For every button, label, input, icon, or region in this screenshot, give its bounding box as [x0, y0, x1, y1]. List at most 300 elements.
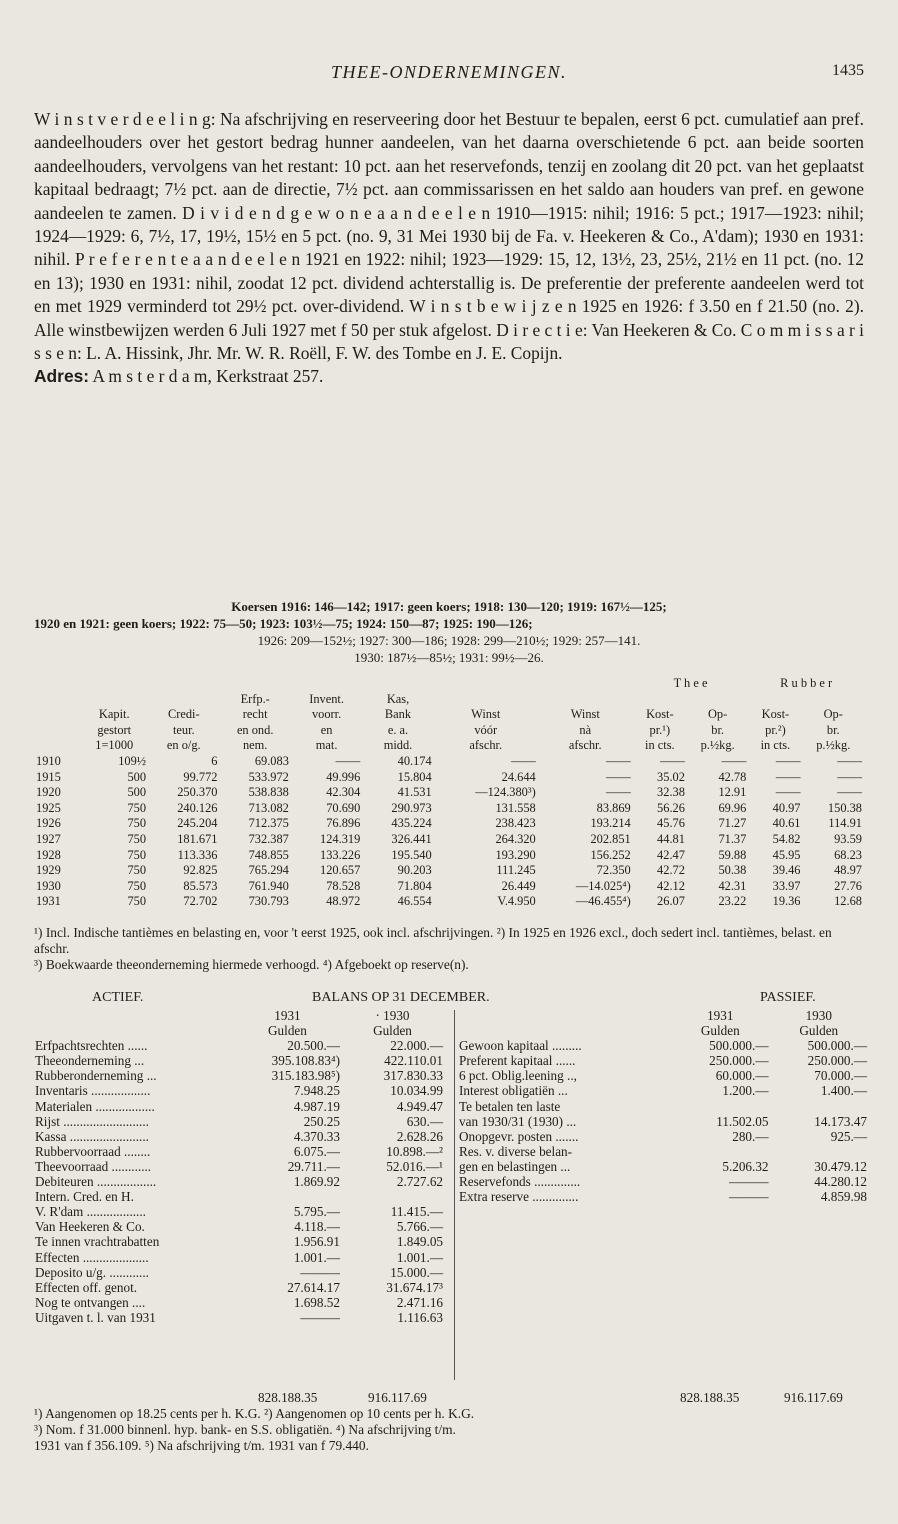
label-dividend: D i v i d e n d g e w o n e a a n d e e l e n	[182, 202, 491, 223]
balance-item-label: Rijst ..........................	[35, 1113, 149, 1129]
balance-item-value: 31.674.17³	[386, 1279, 443, 1295]
list-item	[458, 1144, 868, 1159]
balance-item-label: Te innen vrachtrabatten	[35, 1234, 160, 1250]
balance-item-label: Erfpachtsrechten ......	[35, 1038, 148, 1054]
column-header: Winst	[471, 707, 501, 722]
column-header: Kost-	[761, 707, 790, 722]
table-cell: ——	[775, 785, 801, 800]
table-cell: V.4.950	[497, 894, 536, 909]
list-item	[34, 1310, 444, 1325]
balance-item-value: ———	[300, 1264, 340, 1280]
balance-item-label: Debiteuren ..................	[35, 1174, 157, 1190]
balance-item-value: 1.849.05	[396, 1234, 443, 1250]
balance-item-value: 4.949.47	[396, 1098, 443, 1114]
column-header: en ond.	[236, 722, 274, 737]
table-cell: 150.38	[827, 800, 862, 815]
balance-item-value	[671, 1099, 769, 1114]
balance-item-label: Inventaris ..................	[35, 1083, 151, 1099]
table-cell: 133.226	[320, 847, 361, 862]
balance-item-label: Effecten ....................	[35, 1249, 149, 1265]
table-cell: 69.96	[718, 800, 747, 815]
column-header: en o/g.	[166, 738, 201, 753]
column-header: br.	[826, 722, 840, 737]
actief-unit-row	[34, 1023, 444, 1038]
paragraph-winstverdeeling	[34, 108, 864, 365]
balance-item-value: 5.795.—	[293, 1204, 340, 1220]
table-cell: 750	[127, 847, 147, 862]
column-header: nem.	[242, 738, 268, 753]
table-cell: 72.350	[596, 863, 631, 878]
balance-item-label: gen en belastingen ...	[459, 1158, 571, 1174]
balance-item-value: 4.118.—	[294, 1219, 340, 1235]
balance-item-value: 1.001.—	[293, 1249, 340, 1265]
table-cell: 49.996	[326, 769, 361, 784]
table-cell: ——	[335, 753, 361, 768]
year-1930: · 1930	[375, 1008, 410, 1023]
balance-item-value: ———	[728, 1174, 769, 1190]
balance-item-value: 280.—	[732, 1128, 769, 1144]
table-cell: 19.36	[772, 894, 801, 909]
table-cell: 72.702	[183, 894, 218, 909]
table-cell: 193.290	[495, 847, 536, 862]
balance-item-label: Rubbervoorraad ........	[35, 1143, 151, 1159]
balance-item-value: 250.000.—	[807, 1053, 867, 1069]
list-item	[458, 1083, 868, 1098]
balance-item-label: Theeonderneming ...	[35, 1053, 145, 1069]
balance-item-value: 4.987.19	[293, 1098, 340, 1114]
row-year: 1929	[36, 863, 61, 878]
list-item	[34, 1174, 444, 1189]
stats-header-row	[34, 707, 864, 723]
list-item	[34, 1099, 444, 1114]
stats-header-row	[34, 692, 864, 708]
koersen-line-2: 1920 en 1921: geen koers; 1922: 75—50; 1923: 103½—75; 1924: 150—87; 1925: 190—126;	[34, 616, 533, 631]
column-header: Credi-	[167, 707, 200, 722]
text-directie: : Van Heekeren & Co.	[582, 319, 741, 340]
column-header: in cts.	[645, 738, 675, 753]
table-cell: 42.72	[657, 863, 685, 878]
stats-header-row	[34, 738, 864, 754]
passief-label: PASSIEF.	[760, 990, 816, 1005]
table-cell: 245.204	[177, 816, 218, 831]
adres-city: A m s t e r d a m,	[92, 366, 212, 387]
balance-passief-table	[458, 1008, 868, 1204]
balance-item-label: Deposito u/g. ............	[35, 1264, 149, 1280]
balance-item-value: 22.000.—	[390, 1038, 443, 1054]
column-header: e. a.	[387, 722, 409, 737]
actief-body	[34, 1038, 444, 1325]
column-header: teur.	[172, 722, 195, 737]
balance-item-label: Theevoorraad ............	[35, 1158, 152, 1174]
table-cell: 27.76	[834, 878, 862, 893]
column-header: vóór	[474, 722, 498, 737]
table-cell: 240.126	[177, 800, 218, 815]
balance-item-label: Kassa ........................	[35, 1128, 149, 1144]
balance-item-value: 315.183.98⁵)	[271, 1068, 340, 1084]
label-commissarissen: C o m m i s s a r i s s e n	[34, 319, 865, 364]
balance-item-value: 1.400.—	[820, 1083, 867, 1099]
balance-item-value: 10.034.99	[390, 1083, 443, 1099]
table-cell: 90.203	[397, 863, 432, 878]
list-item	[458, 1189, 868, 1204]
balance-item-label: V. R'dam ..................	[35, 1204, 146, 1220]
text-commissarissen: : L. A. Hissink, Jhr. Mr. W. R. Roëll, F. W. des Tombe en J. E. Copijn.	[77, 343, 563, 364]
total-passief-1931: 828.188.35	[680, 1390, 740, 1405]
list-item	[34, 1144, 444, 1159]
table-cell: 45.95	[772, 847, 801, 862]
unit-gulden: Gulden	[268, 1023, 307, 1039]
balance-item-label: Interest obligatiën ...	[459, 1083, 568, 1099]
balance-item-value: 5.206.32	[722, 1158, 769, 1174]
text-winstbewijzen: 1925 en 1926: f 3.50 en f 21.50 (no. 2). Alle winstbewijzen werden 6 Juli 1927 met f 50 per stuk afgelost.	[34, 296, 864, 340]
table-cell: 435.224	[391, 816, 432, 831]
list-item	[458, 1068, 868, 1083]
balance-item-value: 11.502.05	[716, 1113, 769, 1129]
table-cell: 750	[127, 878, 147, 893]
row-year: 1910	[36, 753, 61, 768]
table-cell: 42.31	[718, 878, 747, 893]
balance-item-value: 500.000.—	[709, 1038, 769, 1054]
balance-item-value: 925.—	[830, 1128, 867, 1144]
total-actief-1931: 828.188.35	[258, 1390, 318, 1405]
column-header: in cts.	[760, 738, 791, 753]
column-header: p.½kg.	[700, 738, 735, 753]
balance-title: BALANS OP 31 DECEMBER.	[312, 990, 490, 1005]
table-cell: 712.375	[248, 816, 289, 831]
table-cell: 44.81	[657, 831, 685, 846]
column-header: afschr.	[469, 738, 503, 753]
label-preferente: P r e f e r e n t e a a n d e e l e n	[74, 249, 301, 270]
column-header: afschr.	[568, 738, 602, 753]
table-cell: 750	[127, 894, 147, 909]
table-cell: 48.972	[326, 894, 361, 909]
list-item	[34, 1265, 444, 1280]
balance-item-value: 14.173.47	[814, 1113, 867, 1129]
list-item	[458, 1114, 868, 1129]
year-1931: 1931	[274, 1008, 301, 1023]
table-cell: 120.657	[320, 863, 361, 878]
table-cell: 730.793	[248, 894, 289, 909]
balance-item-label: Effecten off. genot.	[35, 1279, 138, 1295]
column-header: Kost-	[646, 707, 674, 722]
table-cell: 68.23	[834, 847, 862, 862]
balance-item-value: 1.200.—	[722, 1083, 769, 1099]
balance-item-value: 20.500.—	[287, 1038, 340, 1054]
column-header	[538, 692, 633, 708]
row-year: 1915	[36, 769, 61, 784]
adres-label: Adres:	[34, 366, 90, 387]
balance-header	[34, 990, 864, 1008]
table-cell: 23.22	[718, 894, 747, 909]
balance-item-label: 6 pct. Oblig.leening ..,	[459, 1068, 577, 1084]
balance-footnote-3: 1931 van f 356.109. ⁵) Na afschrijving t/m. 1931 van f 79.440.	[34, 1438, 369, 1454]
balance-item-value: 4.370.33	[293, 1128, 340, 1144]
table-cell: 238.423	[495, 816, 536, 831]
column-header: pr.²)	[765, 722, 786, 737]
text-winstverdeeling: : Na afschrijving en reserveering door het Bestuur te bepalen, eerst 6 pct. cumulatief aan pref. aandeelhouders over het gestort bedrag hunner aandeelen, van het daarna overschietende 6 pct. aan beide soorten aandeelhouders, vervolgens van het restant: 10 pct. aan het reservefonds, tenzij en zoolang dit 20 pct. van het geplaatst kapitaal bedraagt; 7½ pct. aan de directie, 7½ pct. aan commissarissen en het saldo aan houders van pref. en gewone aandeelen te zamen.	[34, 109, 864, 223]
balance-item-label: Gewoon kapitaal .........	[459, 1038, 582, 1054]
statistics-table	[34, 676, 864, 910]
list-item	[458, 1038, 868, 1053]
table-cell: ——	[605, 769, 631, 784]
balance-item-value: 1.116.63	[397, 1309, 443, 1325]
balance-item-value: 4.859.98	[820, 1189, 867, 1205]
table-cell: 45.76	[657, 816, 685, 831]
table-cell: 533.972	[248, 769, 289, 784]
table-cell: 131.558	[495, 800, 536, 815]
balance-item-label: Res. v. diverse belan-	[459, 1143, 573, 1159]
balance-item-value: 15.000.—	[390, 1264, 443, 1280]
table-cell: 40.97	[772, 800, 801, 815]
row-year: 1920	[36, 785, 61, 800]
balance-item-value: 27.614.17	[287, 1279, 340, 1295]
table-cell: 750	[127, 816, 147, 831]
balance-item-label: Nog te ontvangen ....	[35, 1294, 146, 1310]
column-header: nà	[579, 722, 592, 737]
table-cell: 93.59	[834, 831, 862, 846]
balance-item-value: 5.766.—	[396, 1219, 443, 1235]
table-cell: 750	[127, 831, 147, 846]
balance-item-value: 7.948.25	[293, 1083, 340, 1099]
balance-item-value: 500.000.—	[807, 1038, 867, 1054]
row-year: 1926	[36, 816, 61, 831]
balance-item-value: ———	[300, 1309, 340, 1325]
table-cell: 59.88	[718, 847, 747, 862]
column-header: br.	[711, 722, 724, 737]
list-item	[458, 1099, 868, 1114]
list-item	[34, 1295, 444, 1310]
table-cell: 33.97	[772, 878, 801, 893]
unit-gulden: Gulden	[700, 1023, 740, 1039]
list-item	[34, 1114, 444, 1129]
table-cell: 500	[127, 785, 147, 800]
table-cell: 35.02	[657, 769, 685, 784]
balance-item-value: 10.898.—²	[386, 1143, 443, 1159]
balance-item-value: 60.000.—	[715, 1068, 769, 1084]
table-cell: 39.46	[772, 863, 801, 878]
balance-item-label: Materialen ..................	[35, 1098, 155, 1114]
stats-header-row	[34, 723, 864, 739]
table-cell: 193.214	[590, 816, 631, 831]
balance-item-value: 11.415.—	[390, 1204, 443, 1220]
body-paragraph	[34, 108, 864, 389]
balance-item-value	[341, 1189, 444, 1204]
balance-item-value	[770, 1099, 869, 1114]
balance-item-label: Reservefonds ..............	[459, 1174, 581, 1190]
list-item	[34, 1219, 444, 1234]
table-cell: 99.772	[183, 769, 218, 784]
list-item	[34, 1189, 444, 1204]
text-dividend: 1910—1915: nihil; 1916: 5 pct.; 1917—1923: nihil; 1924—1929: 6, 7½, 17, 19½, 15½ en 5 pct. (no. 9, 31 Mei 1930 bij de Fa. v. Heekeren & Co., A'dam); 1930 en 1931: nihil.	[34, 202, 865, 270]
footnote-line-1: ¹) Incl. Indische tantièmes en belasting en, voor 't eerst 1925, ook incl. afschrijvingen. ²) In 1925 en 1926 excl., doch sedert incl. tantièmes, belast. en afschr.	[34, 925, 832, 956]
unit-gulden: Gulden	[799, 1023, 839, 1039]
list-item	[458, 1053, 868, 1068]
column-header: Erfp.-	[240, 691, 270, 706]
list-item	[458, 1159, 868, 1174]
table-cell: 202.851	[590, 831, 631, 846]
table-cell: 761.940	[248, 878, 289, 893]
list-item	[34, 1159, 444, 1174]
balance-item-label: Rubberonderneming ...	[35, 1068, 157, 1084]
total-actief-1930: 916.117.69	[368, 1390, 427, 1405]
table-cell: 56.26	[657, 800, 685, 815]
statistics-body	[34, 754, 864, 910]
adres-street: Kerkstraat 257.	[211, 366, 324, 387]
running-header	[34, 62, 864, 86]
table-cell: 750	[127, 800, 147, 815]
year-1930: 1930	[805, 1008, 832, 1023]
table-cell: 765.294	[248, 863, 289, 878]
balance-item-label: Van Heekeren & Co.	[35, 1219, 145, 1235]
list-item	[34, 1038, 444, 1053]
table-cell: 50.38	[718, 863, 747, 878]
table-cell: ——	[660, 753, 685, 768]
column-header	[633, 692, 687, 708]
table-cell: —124.380³)	[475, 785, 536, 800]
table-cell: 42.304	[326, 785, 361, 800]
table-cell: —14.025⁴)	[575, 878, 631, 893]
column-header: mat.	[315, 738, 338, 753]
table-cell: 40.174	[397, 753, 432, 768]
table-row	[34, 863, 864, 879]
table-cell: —46.455⁴)	[575, 894, 631, 909]
label-winstverdeeling: W i n s t v e r d e e l i n g	[34, 109, 211, 129]
balance-item-value: 2.471.16	[396, 1294, 443, 1310]
table-cell: 264.320	[495, 831, 536, 846]
balance-item-value: 2.628.26	[396, 1128, 443, 1144]
table-cell: 15.804	[397, 769, 432, 784]
table-cell: 124.319	[320, 831, 361, 846]
column-header: Op-	[707, 707, 728, 722]
row-year: 1931	[36, 894, 61, 909]
table-cell: ——	[837, 753, 862, 768]
list-item	[34, 1280, 444, 1295]
column-header	[80, 692, 148, 708]
actief-year-row	[34, 1008, 444, 1023]
table-cell: ——	[775, 753, 801, 768]
table-cell: 195.540	[391, 847, 432, 862]
balance-item-value: 1.001.—	[396, 1249, 443, 1265]
balance-footnote-2: ³) Nom. f 31.000 binnenl. hyp. bank- en S.S. obligatiën. ⁴) Na afschrijving t/m.	[34, 1422, 456, 1438]
passief-year-row	[458, 1008, 868, 1023]
table-cell: ——	[605, 753, 631, 768]
koersen-line-1: Koersen 1916: 146—142; 1917: geen koers; 1918: 130—120; 1919: 167½—125;	[231, 599, 667, 614]
balance-item-value: 6.075.—	[293, 1143, 340, 1159]
column-header: Winst	[570, 707, 600, 722]
table-cell: 6	[211, 753, 218, 768]
list-item	[34, 1053, 444, 1068]
table-cell: 538.838	[248, 785, 289, 800]
table-cell: 26.07	[657, 894, 685, 909]
column-header	[148, 692, 219, 708]
actief-label: ACTIEF.	[92, 990, 144, 1005]
table-row	[34, 879, 864, 895]
total-passief-1930: 916.117.69	[784, 1390, 843, 1405]
balance-item-value: 250.25	[303, 1113, 340, 1129]
balance-footnote-1: ¹) Aangenomen op 18.25 cents per h. K.G. ²) Aangenomen op 10 cents per h. K.G.	[34, 1406, 475, 1421]
table-cell: 70.690	[326, 800, 361, 815]
table-cell: 290.973	[391, 800, 432, 815]
row-year: 1927	[36, 831, 61, 846]
balance-divider	[454, 1010, 455, 1380]
column-header: Invent.	[309, 691, 344, 706]
balance-item-value: 1.956.91	[293, 1234, 340, 1250]
row-year: 1928	[36, 847, 61, 862]
table-cell: 40.61	[772, 816, 801, 831]
column-header	[803, 692, 864, 708]
table-cell: ——	[775, 769, 801, 784]
text-preferente: 1921 en 1922: nihil; 1923—1929: 15, 12, 13½, 23, 25½, 21½ en 11 pct. (no. 12 en 13); 1930 en 1931: nihil, zoodat 12 pct. dividend achterstallig is. De preferentie der preferente aandeelen werd tot en met 1929 verminderd tot 29½ pct. over-dividend.	[34, 249, 864, 317]
list-item	[34, 1250, 444, 1265]
column-header: recht	[242, 707, 268, 722]
table-cell: 92.825	[183, 863, 218, 878]
balance-item-label: Intern. Cred. en H.	[35, 1189, 134, 1205]
table-cell: 111.245	[496, 863, 536, 878]
group-thee: T h e e	[673, 676, 708, 690]
koersen-block	[34, 598, 864, 666]
table-cell: 32.38	[657, 785, 685, 800]
passief-body	[458, 1038, 868, 1204]
balance-item-value: 2.727.62	[396, 1174, 443, 1190]
balance-item-value: 422.110.01	[384, 1053, 443, 1069]
table-cell: 750	[127, 863, 147, 878]
year-1931: 1931	[707, 1008, 734, 1023]
balance-item-label: van 1930/31 (1930) ...	[459, 1113, 577, 1129]
footnote-line-2: ³) Boekwaarde theeonderneming hiermede verhoogd. ⁴) Afgeboekt op reserve(n).	[34, 957, 469, 972]
table-cell: 71.804	[397, 878, 432, 893]
table-cell: 42.78	[718, 769, 747, 784]
table-row	[34, 801, 864, 817]
footnotes-balance	[34, 1406, 864, 1455]
table-row	[34, 848, 864, 864]
group-rubber: R u b b e r	[780, 676, 833, 690]
list-item	[458, 1174, 868, 1189]
balance-item-label: Onopgevr. posten .......	[459, 1128, 579, 1144]
statistics-header	[34, 676, 864, 754]
table-row	[34, 770, 864, 786]
list-item	[34, 1204, 444, 1219]
column-header: Kas,	[386, 691, 410, 706]
table-cell: 85.573	[183, 878, 218, 893]
table-cell: 109½	[118, 753, 147, 768]
table-cell: 114.91	[828, 816, 862, 831]
column-header	[687, 692, 748, 708]
page-number: 1435	[832, 62, 864, 79]
column-header: Kapit.	[98, 707, 130, 722]
table-cell: 24.644	[501, 769, 536, 784]
table-cell: 250.370	[177, 785, 218, 800]
column-header: gestort	[97, 722, 132, 737]
label-directie: D i r e c t i e	[496, 319, 583, 340]
table-cell: 41.531	[397, 785, 432, 800]
balance-item-label: Te betalen ten laste	[459, 1098, 561, 1114]
column-header	[748, 692, 802, 708]
list-item	[458, 1129, 868, 1144]
list-item	[34, 1083, 444, 1098]
table-cell: ——	[721, 753, 747, 768]
table-cell: 12.68	[834, 894, 862, 909]
column-header: pr.¹)	[649, 722, 671, 737]
balance-totals	[34, 1390, 864, 1406]
label-winstbewijzen: W i n s t b e w i j z e n	[409, 296, 577, 317]
address-line	[34, 365, 864, 388]
balance-item-value: 29.711.—	[287, 1158, 340, 1174]
table-cell: 69.083	[254, 753, 289, 768]
table-cell: ——	[510, 753, 536, 768]
column-header: p.½kg.	[816, 738, 851, 753]
table-cell: 181.671	[177, 831, 218, 846]
table-cell: 42.47	[657, 847, 685, 862]
